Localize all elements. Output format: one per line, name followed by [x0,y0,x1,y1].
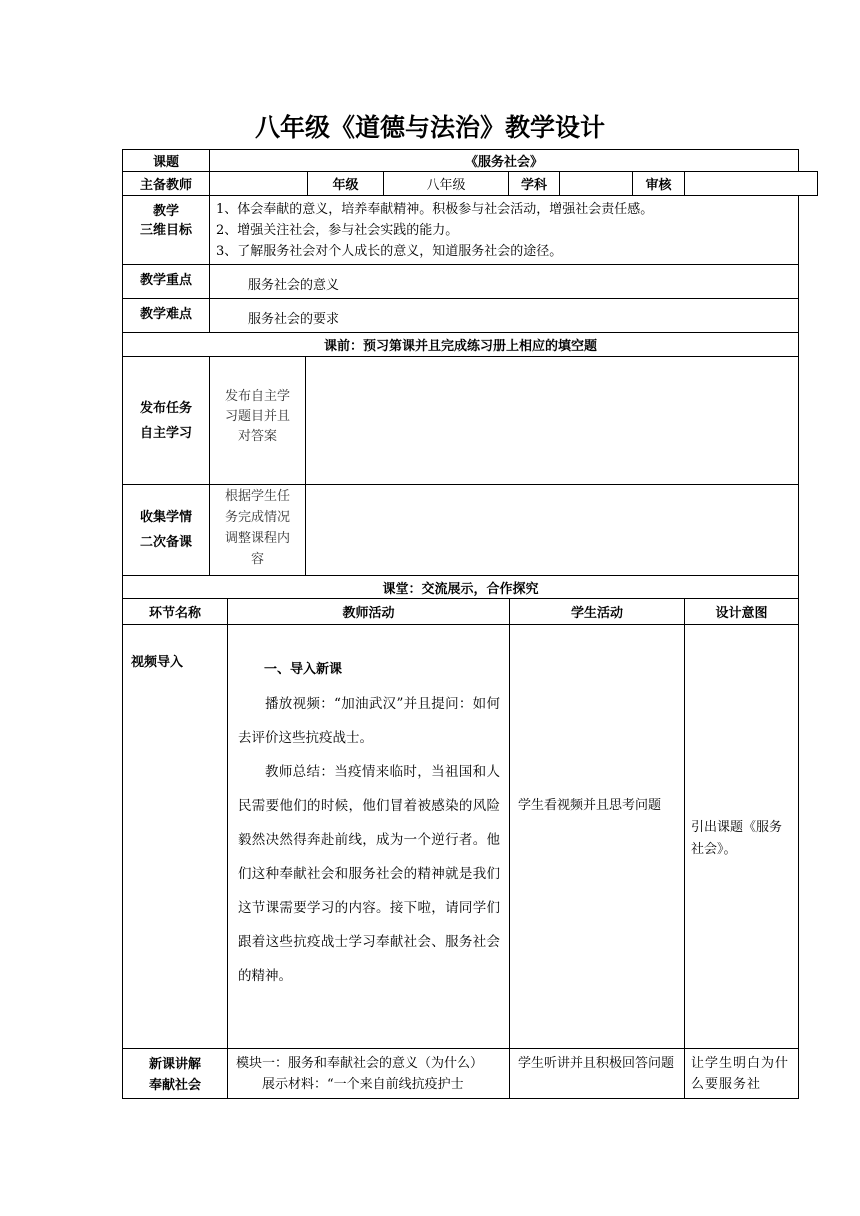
task-release-label [122,356,210,485]
grade-label: 年级 [307,171,384,196]
video-intent-text: 引出课题《服务社会》。 [691,820,783,857]
collect-label-line1: 收集学情 [139,510,192,525]
document-title: 八年级《道德与法治》教学设计 [254,113,605,142]
in-class-banner: 课堂：交流展示，合作探究 [122,575,799,599]
collect-desc [209,484,306,576]
new-lesson-stage-line1: 新课讲解 [148,1057,201,1072]
objective-item: 2、增强关注社会，参与社会实践的能力。 [216,223,459,238]
collect-content [305,484,799,576]
difficulty-label [122,298,210,333]
video-stage [122,624,228,1049]
objectives-list [209,195,799,265]
key-point-label [122,264,210,299]
objective-item: 3、了解服务社会对个人成长的意义，知道服务社会的途径。 [216,244,563,259]
collect-desc-line: 容 [250,552,264,567]
video-heading: 一、导入新课 [264,662,343,677]
task-release-desc-line: 对答案 [237,429,277,444]
new-lesson-student-text: 学生听讲并且积极回答问题 [518,1056,675,1071]
subject-label: 学科 [508,171,560,196]
video-paragraph-2: 教师总结：当疫情来临时，当祖国和人民需要他们的时候，他们冒着被感染的风险毅然决然得奔赴前线，成为一个逆行者。他们这种奉献社会和服务社会的精神就是我们这节课需要学习的内容。接下啦，请同学们跟着这些抗疫战士学习奉献社会、服务社会的精神。 [238,764,500,984]
video-student-activity [509,624,685,1049]
objective-item: 1、体会奉献的意义，培养奉献精神。积极参与社会活动，增强社会责任感。 [216,202,654,217]
new-lesson-design-intent [684,1048,799,1099]
new-lesson-intent-text: 让学生明白为什么要服务社 [691,1056,790,1092]
new-lesson-teacher-activity [227,1048,510,1099]
collect-desc-line: 根据学生任 [224,489,290,504]
video-paragraph-1: 播放视频：“加油武汉”并且提问：如何去评价这些抗疫战士。 [238,696,500,746]
grade-value: 八年级 [383,171,509,196]
review-label: 审核 [632,171,685,196]
new-lesson-student-activity [509,1048,685,1099]
teacher-label: 主备教师 [122,171,210,196]
header-stage: 环节名称 [122,598,228,625]
teacher-value [209,171,308,196]
video-design-intent [684,624,799,1049]
topic-value: 《服务社会》 [209,149,799,172]
collect-label [122,484,210,576]
header-student: 学生活动 [509,598,685,625]
task-release-desc [209,356,306,485]
collect-desc-line: 务完成情况 [224,510,290,525]
difficulty-value: 服务社会的要求 [209,298,799,333]
new-lesson-teacher-line2: 展示材料：“一个来自前线抗疫护士 [262,1077,464,1092]
task-release-desc-line: 发布自主学 [224,389,290,404]
pre-class-banner: 课前：预习第课并且完成练习册上相应的填空题 [122,332,799,357]
header-teacher: 教师活动 [227,598,510,625]
header-intent: 设计意图 [684,598,799,625]
review-value [684,171,818,196]
new-lesson-stage [122,1048,228,1099]
subject-value [559,171,633,196]
new-lesson-stage-line2: 奉献社会 [148,1078,201,1093]
key-point-label-text: 教学重点 [139,273,192,288]
video-student-text: 学生看视频并且思考问题 [518,798,662,813]
collect-label-line2: 二次备课 [139,535,192,550]
video-stage-text: 视频导入 [131,655,184,670]
key-point-value: 服务社会的意义 [209,264,799,299]
objectives-label [122,195,210,265]
video-teacher-activity [227,624,510,1049]
task-release-content [305,356,799,485]
difficulty-label-text: 教学难点 [139,307,192,322]
topic-label: 课题 [122,149,210,172]
task-release-desc-line: 习题目并且 [224,409,290,424]
task-release-label-line1: 发布任务 [139,400,192,416]
objectives-label-line2: 三维目标 [139,223,192,238]
new-lesson-teacher-line1: 模块一：服务和奉献社会的意义（为什么） [236,1056,484,1071]
objectives-label-line1: 教学 [152,204,179,219]
collect-desc-line: 调整课程内 [224,531,290,546]
task-release-label-line2: 自主学习 [139,425,192,441]
